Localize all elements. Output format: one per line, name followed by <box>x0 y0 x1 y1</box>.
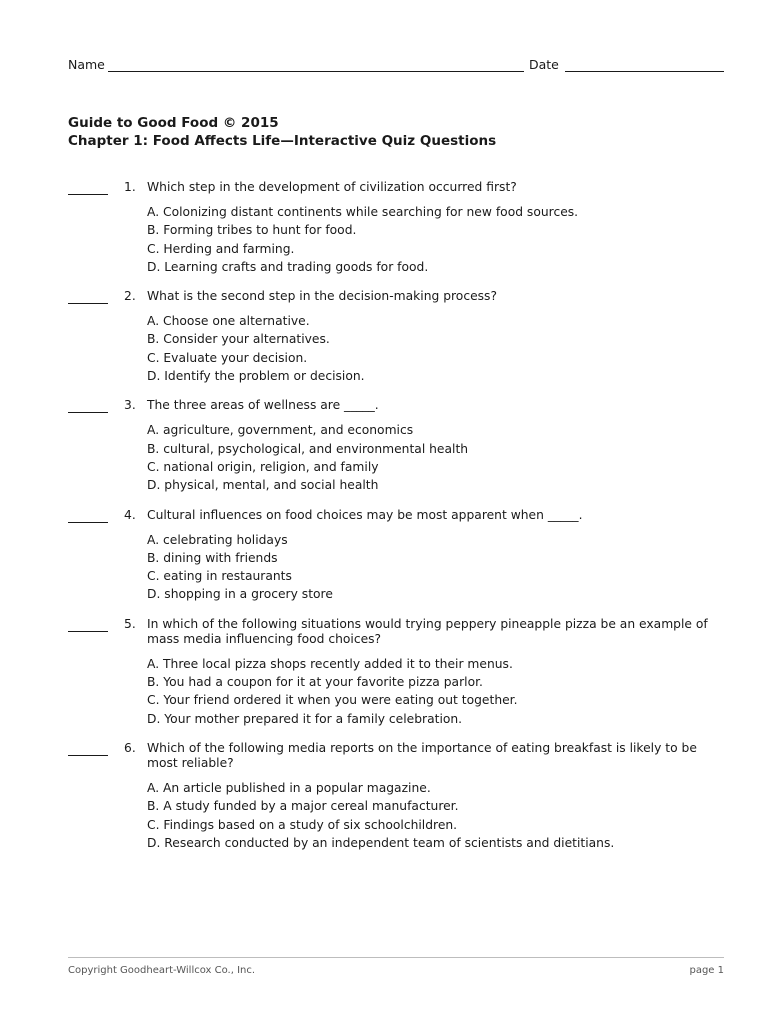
question-number: 5. <box>124 616 136 631</box>
option: D. Research conducted by an independent team of scientists and dietitians. <box>147 835 615 850</box>
footer-divider <box>68 957 724 958</box>
answer-blank[interactable] <box>68 631 108 632</box>
page-title <box>68 114 496 150</box>
question-text: In which of the following situations would trying peppery pineapple pizza be an example of mass media influencing food choices? <box>147 616 708 646</box>
question-number: 4. <box>124 507 136 522</box>
name-field[interactable] <box>108 71 524 72</box>
option: C. eating in restaurants <box>147 569 292 584</box>
question-list <box>68 180 724 865</box>
question-1 <box>68 180 724 276</box>
question-number: 2. <box>124 289 136 304</box>
question-text: Which of the following media reports on the importance of eating breakfast is likely to be most reliable? <box>147 740 697 770</box>
option: A. celebrating holidays <box>147 532 288 547</box>
option: A. Colonizing distant continents while searching for new food sources. <box>147 205 579 219</box>
question-text: Which step in the development of civilization occurred first? <box>147 180 517 194</box>
option: C. Findings based on a study of six schoolchildren. <box>147 817 458 832</box>
option: B. You had a coupon for it at your favorite pizza parlor. <box>147 675 483 690</box>
answer-blank[interactable] <box>68 522 108 523</box>
question-number: 6. <box>124 740 136 755</box>
option-list <box>147 312 724 385</box>
option: B. cultural, psychological, and environmental health <box>147 441 469 456</box>
option: D. Learning crafts and trading goods for food. <box>147 259 429 274</box>
option: A. Choose one alternative. <box>147 314 310 329</box>
option: C. Evaluate your decision. <box>147 350 308 365</box>
question-6 <box>68 741 724 852</box>
option: A. An article published in a popular magazine. <box>147 780 431 795</box>
option: C. Your friend ordered it when you were eating out together. <box>147 693 518 708</box>
option: D. shopping in a grocery store <box>147 587 333 602</box>
option: D. physical, mental, and social health <box>147 478 379 493</box>
question-number: 1. <box>124 180 136 194</box>
question-3 <box>68 398 724 494</box>
name-label: Name <box>68 57 105 72</box>
option-list <box>147 203 724 276</box>
question-2 <box>68 289 724 385</box>
question-4 <box>68 508 724 604</box>
option-list <box>147 531 724 604</box>
answer-blank[interactable] <box>68 303 108 304</box>
option-list <box>147 421 724 494</box>
option-list <box>147 779 724 852</box>
question-number: 3. <box>124 398 136 413</box>
footer-copyright: Copyright Goodheart-Willcox Co., Inc. <box>68 965 256 976</box>
answer-blank[interactable] <box>68 412 108 413</box>
question-5 <box>68 617 724 728</box>
option: C. Herding and farming. <box>147 241 295 256</box>
answer-blank[interactable] <box>68 194 108 195</box>
option: B. Forming tribes to hunt for food. <box>147 223 357 238</box>
option: A. agriculture, government, and economics <box>147 423 414 438</box>
option: B. Consider your alternatives. <box>147 332 330 347</box>
option: C. national origin, religion, and family <box>147 459 379 474</box>
date-field[interactable] <box>565 71 724 72</box>
option-list <box>147 655 724 728</box>
worksheet-page <box>68 0 724 1024</box>
question-text: The three areas of wellness are _____. <box>147 398 379 413</box>
option: B. A study funded by a major cereal manufacturer. <box>147 799 459 814</box>
option: D. Your mother prepared it for a family celebration. <box>147 711 463 726</box>
option: B. dining with friends <box>147 550 278 565</box>
chapter-title: Chapter 1: Food Affects Life—Interactive Quiz Questions <box>68 133 497 149</box>
page-number: page 1 <box>689 965 724 976</box>
date-label: Date <box>529 57 559 72</box>
book-title: Guide to Good Food © 2015 <box>68 115 279 131</box>
question-text: Cultural influences on food choices may be most apparent when _____. <box>147 507 583 522</box>
option: D. Identify the problem or decision. <box>147 369 365 384</box>
question-text: What is the second step in the decision-making process? <box>147 289 497 304</box>
option: A. Three local pizza shops recently added it to their menus. <box>147 656 513 671</box>
answer-blank[interactable] <box>68 755 108 756</box>
